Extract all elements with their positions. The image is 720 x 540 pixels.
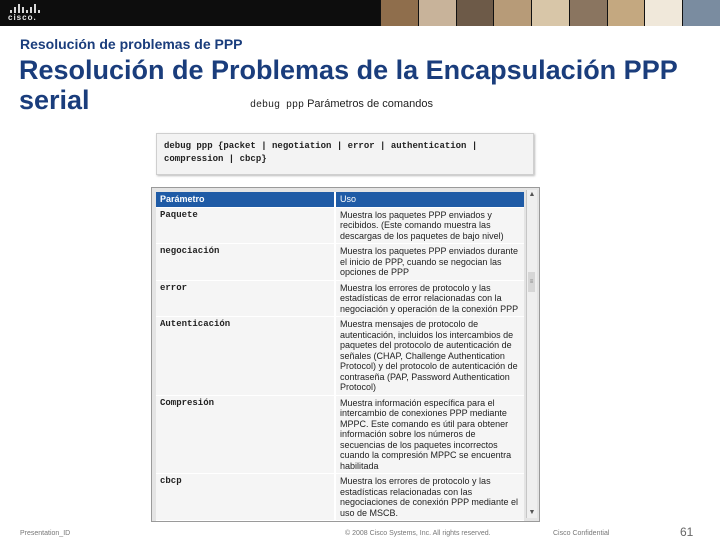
parameters-table-body [156, 192, 524, 521]
table-row [156, 281, 524, 318]
page-title: Resolución de Problemas de la Encapsulación PPP serial [19, 55, 678, 115]
parameter-cell: Compresión [156, 396, 336, 474]
parameter-cell: Autenticación [156, 317, 336, 395]
usage-cell: Muestra los errores de protocolo y las estadísticas relacionadas con las negociaciones de conexión PPP mediante el uso de MSCB. [336, 474, 524, 520]
parameter-cell: error [156, 281, 336, 317]
syntax-line-1: debug ppp {packet | negotiation | error | authentication | [164, 141, 478, 151]
usage-cell: Muestra información específica para el intercambio de conexiones PPP mediante MPPC. Este comando es útil para obtener información sobre los números de secuencias de los paquetes incorrectos cuando la compresión MPPC se encuentra habilitada [336, 396, 524, 474]
banner-photo [380, 0, 418, 26]
parameter-cell: cbcp [156, 474, 336, 520]
table-row [156, 244, 524, 281]
table-row [156, 208, 524, 245]
usage-cell: Muestra los errores de protocolo y las estadísticas de error relacionadas con la negociación y operación de la conexión PPP [336, 281, 524, 317]
usage-cell: Muestra los paquetes PPP enviados durante el inicio de PPP, cuando se negocian las opciones de PPP [336, 244, 524, 280]
top-banner [0, 0, 720, 26]
scroll-up-icon[interactable]: ▲ [528, 191, 536, 198]
table-row [156, 317, 524, 396]
cisco-bars-icon [10, 4, 40, 13]
banner-photo [418, 0, 456, 26]
banner-photo [569, 0, 607, 26]
banner-photo [531, 0, 569, 26]
banner-photo [644, 0, 682, 26]
usage-cell: Muestra los paquetes PPP enviados y recibidos. (Este comando muestra las descargas de los paquetes de bajo nivel) [336, 208, 524, 244]
parameter-cell: Paquete [156, 208, 336, 244]
banner-photo [493, 0, 531, 26]
presentation-id: Presentation_ID [20, 530, 71, 537]
parameter-cell: negociación [156, 244, 336, 280]
scroll-down-icon[interactable]: ▼ [528, 509, 536, 516]
table-row [156, 474, 524, 521]
header-uso: Uso [336, 192, 524, 207]
command-caption-text: Parámetros de comandos [307, 98, 434, 110]
page-number: 61 [680, 525, 694, 539]
table-row [156, 396, 524, 475]
usage-cell: Muestra mensajes de protocolo de autenticación, incluidos los intercambios de paquetes del protocolo de autenticación de señales (CHAP, Challenge Authentication Protocol) y del protocolo de autenticación de contraseña (PAP, Password Authentication Protocol) [336, 317, 524, 395]
command-syntax-box [156, 133, 534, 175]
copyright-text: © 2008 Cisco Systems, Inc. All rights reserved. [345, 530, 491, 537]
header-parametro: Parámetro [156, 192, 336, 207]
command-caption [250, 98, 433, 111]
banner-photo [682, 0, 720, 26]
command-caption-mono: debug ppp [250, 100, 305, 111]
syntax-line-2: compression | cbcp} [164, 154, 267, 164]
banner-photo [607, 0, 645, 26]
people-photo-strip [380, 0, 720, 26]
parameters-table [151, 187, 540, 522]
table-header-row [156, 192, 524, 208]
scroll-thumb[interactable]: ≡ [528, 272, 535, 292]
banner-photo [456, 0, 494, 26]
cisco-wordmark: cisco. [8, 13, 37, 22]
table-scrollbar[interactable] [526, 190, 537, 518]
section-subtitle: Resolución de problemas de PPP [20, 36, 243, 52]
cisco-logo [8, 4, 42, 22]
confidential-label: Cisco Confidential [553, 530, 610, 537]
